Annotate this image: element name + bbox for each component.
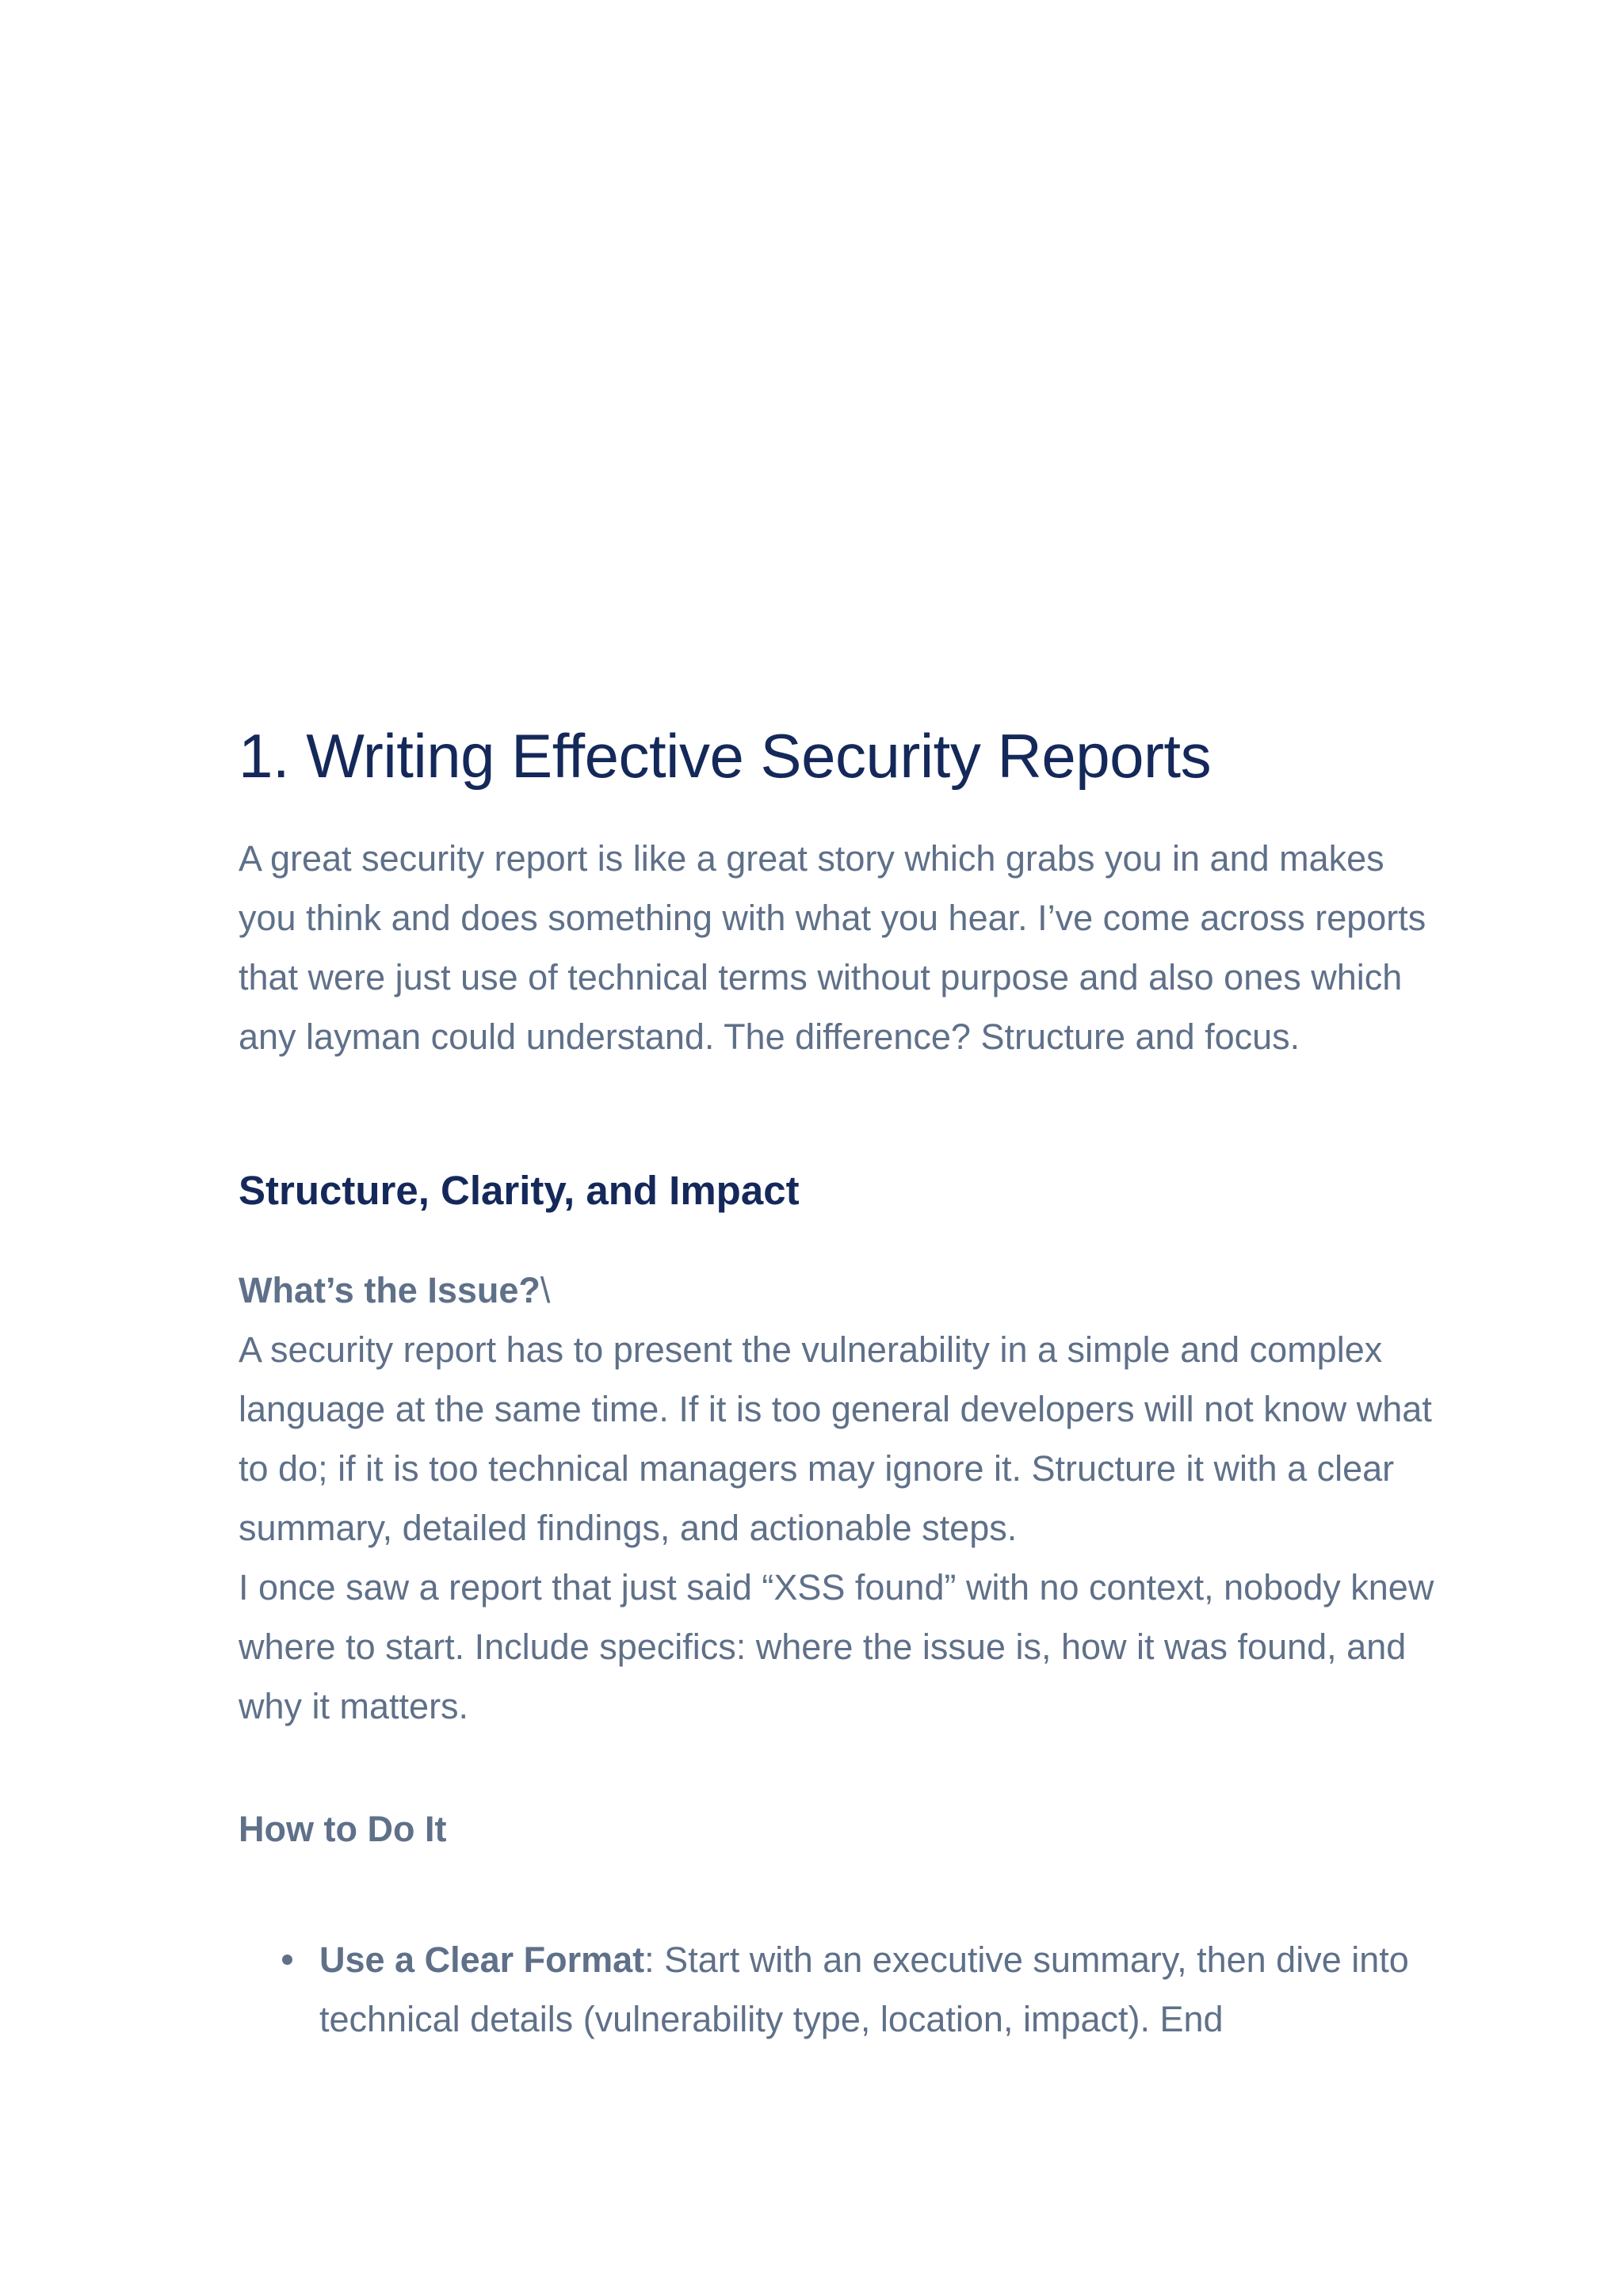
intro-paragraph: A great security report is like a great story which grabs you in and makes you think and does something with what you hear. I’ve come across reports that were just use of technical terms without purpose and also ones which any layman could understand. The difference? Structure and focus. [239,837,1426,1057]
howto-heading: How to Do It [239,1808,447,1849]
list-item-label: Use a Clear Format [319,1939,645,1980]
issue-heading: What’s the Issue? [239,1269,540,1310]
document-page [239,719,1443,2049]
section-title: 1. Writing Effective Security Reports [239,721,1212,791]
issue-block [239,1261,1443,1736]
howto-heading-line [239,1799,1443,1859]
issue-text: A security report has to present the vulnerability in a simple and complex language at the same time. If it is too general developers will not know what to do; if it is too technical managers may ignore it. Structure it with a clear summary, detailed findings, and actionable steps. [239,1329,1432,1548]
bullet-icon [282,1955,292,1965]
list-item-text: : Start with an executive summary, then dive into technical details (vulnerability type, location, impact). End [319,1939,1409,2039]
issue-example: I once saw a report that just said “XSS found” with no context, nobody knew where to start. Include specifics: where the issue is, how it was found, and why it matters. [239,1566,1434,1726]
subsection-title: Structure, Clarity, and Impact [239,1167,800,1213]
howto-list [239,1930,1443,2049]
issue-heading-suffix: \ [540,1269,551,1310]
list-item [319,1930,1443,2049]
issue-heading-line [239,1261,1443,1320]
